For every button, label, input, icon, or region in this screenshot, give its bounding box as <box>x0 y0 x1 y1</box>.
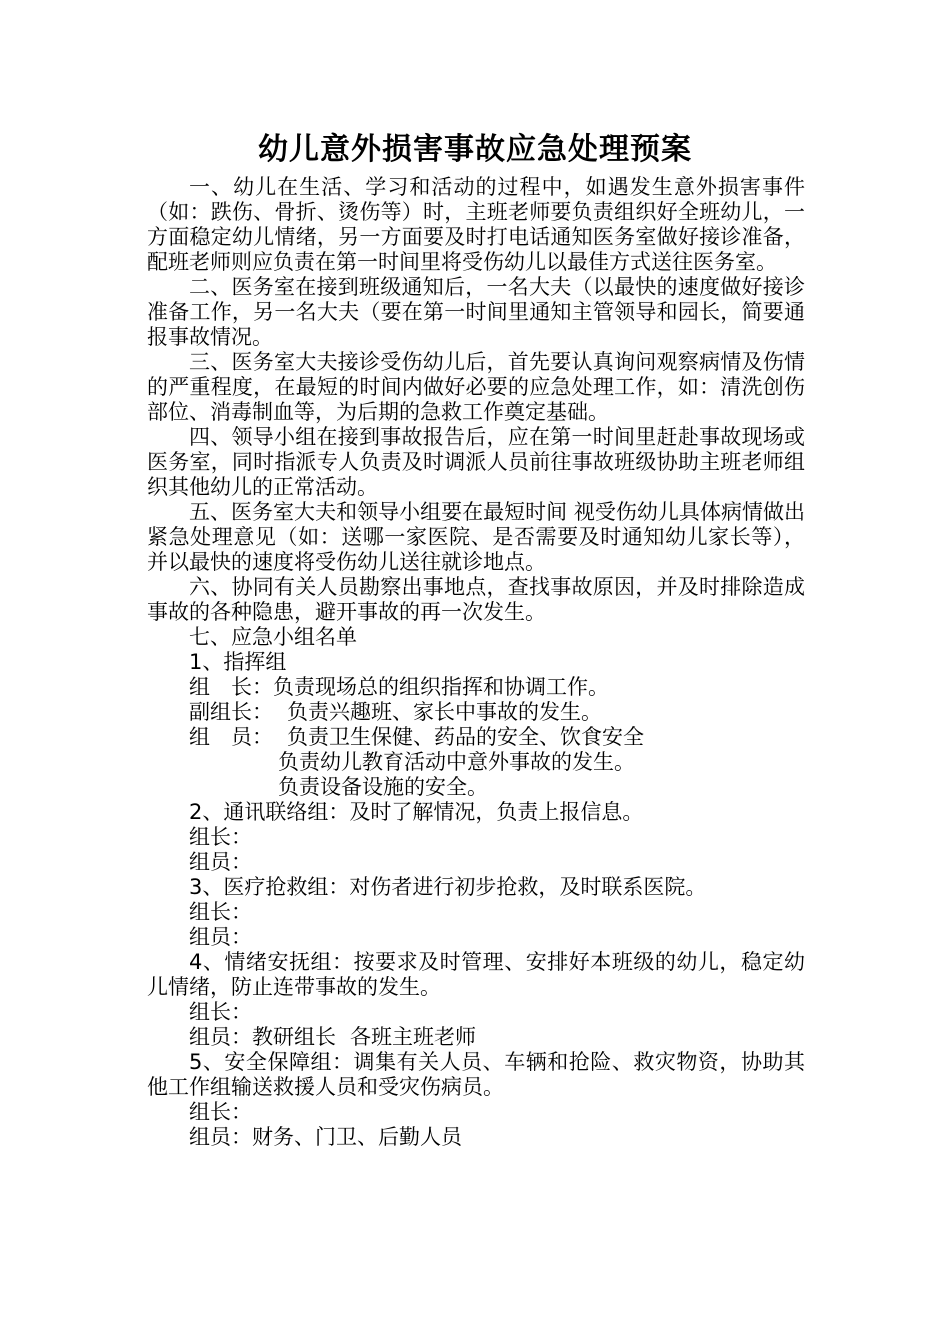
group-5-members: 组员：财务、门卫、后勤人员 <box>189 1125 462 1149</box>
group-5-heading: 5、安全保障组：调集有关人员、车辆和抢险、救灾物资，协助其他工作组输送救援人员和受灾伤病员。 <box>147 1050 805 1099</box>
group-1-member-label-b: 员： <box>231 725 273 749</box>
group-1-member-label-a: 组 <box>189 725 210 749</box>
group-4-members-label: 组员：教研组长 <box>189 1025 336 1049</box>
group-3-leader: 组长： <box>189 900 252 924</box>
group-3-heading: 3、医疗抢救组：对伤者进行初步抢救，及时联系医院。 <box>189 875 707 899</box>
paragraph-6: 六、协同有关人员勘察出事地点，查找事故原因，并及时排除造成事故的各种隐患，避开事故的再一次发生。 <box>147 575 805 624</box>
document-body <box>147 175 805 1150</box>
group-1-member-duty-1: 负责卫生保健、药品的安全、饮食安全 <box>287 725 644 749</box>
group-1-heading: 1、指挥组 <box>189 650 287 674</box>
group-4-members-line <box>147 1025 805 1050</box>
group-1-leader-duty: 负责现场总的组织指挥和协调工作。 <box>273 675 609 699</box>
paragraph-3: 三、医务室大夫接诊受伤幼儿后，首先要认真询问观察病情及伤情的严重程度，在最短的时间内做好必要的应急处理工作，如：清洗创伤部位、消毒制血等，为后期的急救工作奠定基础。 <box>147 350 805 424</box>
group-4-leader: 组长： <box>189 1000 252 1024</box>
group-2-leader: 组长： <box>189 825 252 849</box>
group-1-leader-label-b: 长： <box>231 675 273 699</box>
paragraph-4: 四、领导小组在接到事故报告后，应在第一时间里赶赴事故现场或医务室，同时指派专人负责及时调派人员前往事故班级协助主班老师组织其他幼儿的正常活动。 <box>147 425 805 499</box>
group-1-leader-label-a: 组 <box>189 675 210 699</box>
group-1-member-duty-2: 负责幼儿教育活动中意外事故的发生。 <box>278 750 635 774</box>
paragraph-1: 一、幼儿在生活、学习和活动的过程中，如遇发生意外损害事件（如：跌伤、骨折、烫伤等）时，主班老师要负责组织好全班幼儿，一方面稳定幼儿情绪，另一方面要及时打电话通知医务室做好接诊准备，配班老师则应负责在第一时间里将受伤幼儿以最佳方式送往医务室。 <box>147 175 805 274</box>
group-2-members: 组员： <box>189 850 252 874</box>
group-1-deputy-label: 副组长： <box>189 700 273 724</box>
group-1-deputy-duty: 负责兴趣班、家长中事故的发生。 <box>287 700 602 724</box>
document-title: 幼儿意外损害事故应急处理预案 <box>258 132 692 167</box>
group-1-deputy-line <box>147 700 805 725</box>
group-4-members-extra: 各班主班老师 <box>350 1025 476 1049</box>
paragraph-5: 五、医务室大夫和领导小组要在最短时间 视受伤幼儿具体病情做出紧急处理意见（如：送哪一家医院、是否需要及时通知幼儿家长等），并以最快的速度将受伤幼儿送往就诊地点。 <box>147 500 805 574</box>
group-1-member-duty-3: 负责设备设施的安全。 <box>278 775 488 799</box>
group-5-leader: 组长： <box>189 1100 252 1124</box>
group-3-members: 组员： <box>189 925 252 949</box>
paragraph-2: 二、医务室在接到班级通知后，一名大夫（以最快的速度做好接诊准备工作，另一名大夫（要在第一时间里通知主管领导和园长，简要通报事故情况。 <box>147 275 805 349</box>
group-4-heading: 4、情绪安抚组：按要求及时管理、安排好本班级的幼儿，稳定幼儿情绪，防止连带事故的发生。 <box>147 950 805 999</box>
group-1-member-line <box>147 725 805 750</box>
section-7-heading: 七、应急小组名单 <box>189 625 357 649</box>
group-1-leader-line <box>147 675 805 700</box>
group-2-heading: 2、通讯联络组：及时了解情况，负责上报信息。 <box>189 800 644 824</box>
